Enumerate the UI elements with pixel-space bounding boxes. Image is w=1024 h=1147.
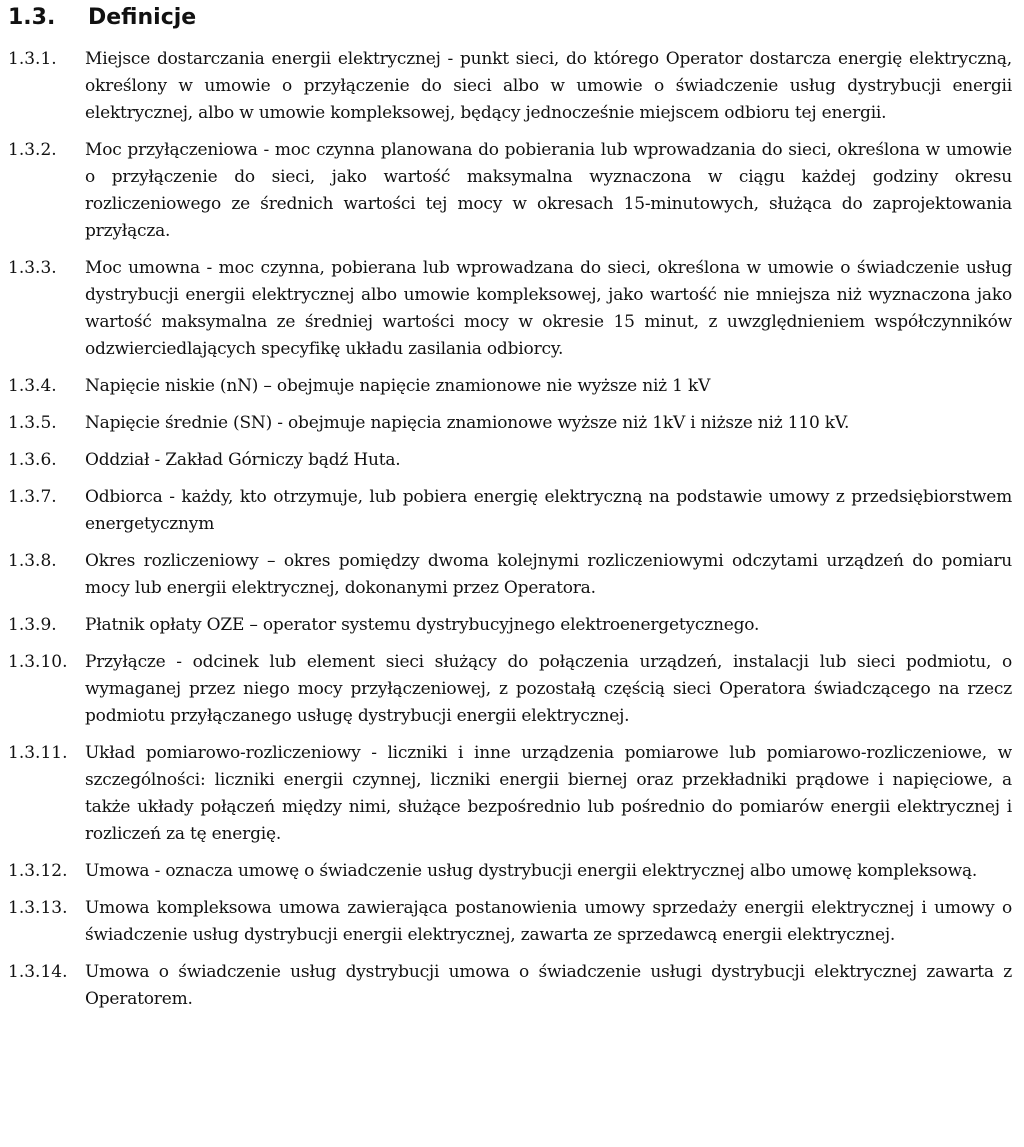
definition-text: Układ pomiarowo-rozliczeniowy - liczniki i inne urządzenia pomiarowe lub pomiarowo-rozliczeniowe, w szczególności: liczniki energii czynnej, liczniki energii biernej oraz przekładniki prądowe i napięciowe, a także układy połączeń między nimi, służące bezpośrednio lub pośrednio do pomiarów energii elektrycznej i rozliczeń za tę energię. bbox=[85, 743, 1012, 844]
definition-item bbox=[8, 255, 1012, 363]
definition-text: Moc umowna - moc czynna, pobierana lub wprowadzana do sieci, określona w umowie o świadczenie usług dystrybucji energii elektrycznej albo umowie kompleksowej, jako wartość nie mniejsza niż wyznaczona jako wartość maksymalna ze średniej wartości mocy w okresie 15 minut, z uwzględnieniem współczynników odzwierciedlających specyfikę układu zasilania odbiorcy. bbox=[85, 258, 1012, 359]
definition-item bbox=[8, 410, 1012, 437]
definition-text: Umowa kompleksowa umowa zawierająca postanowienia umowy sprzedaży energii elektrycznej i umowy o świadczenie usług dystrybucji energii elektrycznej, zawarta ze sprzedawcą energii elektrycznej. bbox=[85, 898, 1012, 945]
definition-item bbox=[8, 548, 1012, 602]
definition-text: Miejsce dostarczania energii elektrycznej - punkt sieci, do którego Operator dostarcza energię elektryczną, określony w umowie o przyłączenie do sieci albo w umowie o świadczenie usług dystrybucji energii elektrycznej, albo w umowie kompleksowej, będący jednocześnie miejscem odbioru tej energii. bbox=[85, 49, 1012, 123]
definition-text: Napięcie średnie (SN) - obejmuje napięcia znamionowe wyższe niż 1kV i niższe niż 110 kV. bbox=[85, 413, 850, 433]
definition-item bbox=[8, 649, 1012, 730]
definition-item bbox=[8, 484, 1012, 538]
definition-item bbox=[8, 46, 1012, 127]
definition-item bbox=[8, 447, 1012, 474]
definition-item bbox=[8, 959, 1012, 1013]
section-title: Definicje bbox=[88, 5, 197, 30]
section-heading bbox=[8, 4, 196, 32]
definition-number: 1.3.2. bbox=[8, 140, 57, 160]
definition-number: 1.3.14. bbox=[8, 962, 68, 982]
definition-number: 1.3.9. bbox=[8, 615, 57, 635]
definition-item bbox=[8, 895, 1012, 949]
section-number: 1.3. bbox=[8, 5, 56, 30]
definition-item bbox=[8, 373, 1012, 400]
definition-text: Moc przyłączeniowa - moc czynna planowana do pobierania lub wprowadzania do sieci, określona w umowie o przyłączenie do sieci, jako wartość maksymalna wyznaczona w ciągu każdej godziny okresu rozliczeniowego ze średnich wartości tej mocy w okresach 15-minutowych, służąca do zaprojektowania przyłącza. bbox=[85, 140, 1012, 241]
definition-text: Odbiorca - każdy, kto otrzymuje, lub pobiera energię elektryczną na podstawie umowy z przedsiębiorstwem energetycznym bbox=[85, 487, 1012, 534]
definition-number: 1.3.6. bbox=[8, 450, 57, 470]
definition-text: Oddział - Zakład Górniczy bądź Huta. bbox=[85, 450, 401, 470]
definition-item bbox=[8, 858, 1012, 885]
definition-number: 1.3.1. bbox=[8, 49, 57, 69]
definition-text: Umowa - oznacza umowę o świadczenie usług dystrybucji energii elektrycznej albo umowę kompleksową. bbox=[85, 861, 978, 881]
definition-text: Przyłącze - odcinek lub element sieci służący do połączenia urządzeń, instalacji lub sieci podmiotu, o wymaganej przez niego mocy przyłączeniowej, z pozostałą częścią sieci Operatora świadczącego na rzecz podmiotu przyłączanego usługę dystrybucji energii elektrycznej. bbox=[85, 652, 1012, 726]
definition-item bbox=[8, 612, 1012, 639]
definition-number: 1.3.11. bbox=[8, 743, 68, 763]
definition-text: Okres rozliczeniowy – okres pomiędzy dwoma kolejnymi rozliczeniowymi odczytami urządzeń do pomiaru mocy lub energii elektrycznej, dokonanymi przez Operatora. bbox=[85, 551, 1012, 598]
definition-number: 1.3.8. bbox=[8, 551, 57, 571]
definition-text: Napięcie niskie (nN) – obejmuje napięcie znamionowe nie wyższe niż 1 kV bbox=[85, 376, 711, 396]
definitions-list bbox=[8, 36, 1012, 1013]
definition-number: 1.3.12. bbox=[8, 861, 68, 881]
definition-item bbox=[8, 137, 1012, 245]
definition-number: 1.3.4. bbox=[8, 376, 57, 396]
definition-number: 1.3.5. bbox=[8, 413, 57, 433]
definition-item bbox=[8, 740, 1012, 848]
definition-number: 1.3.7. bbox=[8, 487, 57, 507]
definition-number: 1.3.3. bbox=[8, 258, 57, 278]
definition-number: 1.3.10. bbox=[8, 652, 68, 672]
definition-text: Umowa o świadczenie usług dystrybucji umowa o świadczenie usługi dystrybucji elektrycznej zawarta z Operatorem. bbox=[85, 962, 1012, 1009]
definition-number: 1.3.13. bbox=[8, 898, 68, 918]
definition-text: Płatnik opłaty OZE – operator systemu dystrybucyjnego elektroenergetycznego. bbox=[85, 615, 760, 635]
